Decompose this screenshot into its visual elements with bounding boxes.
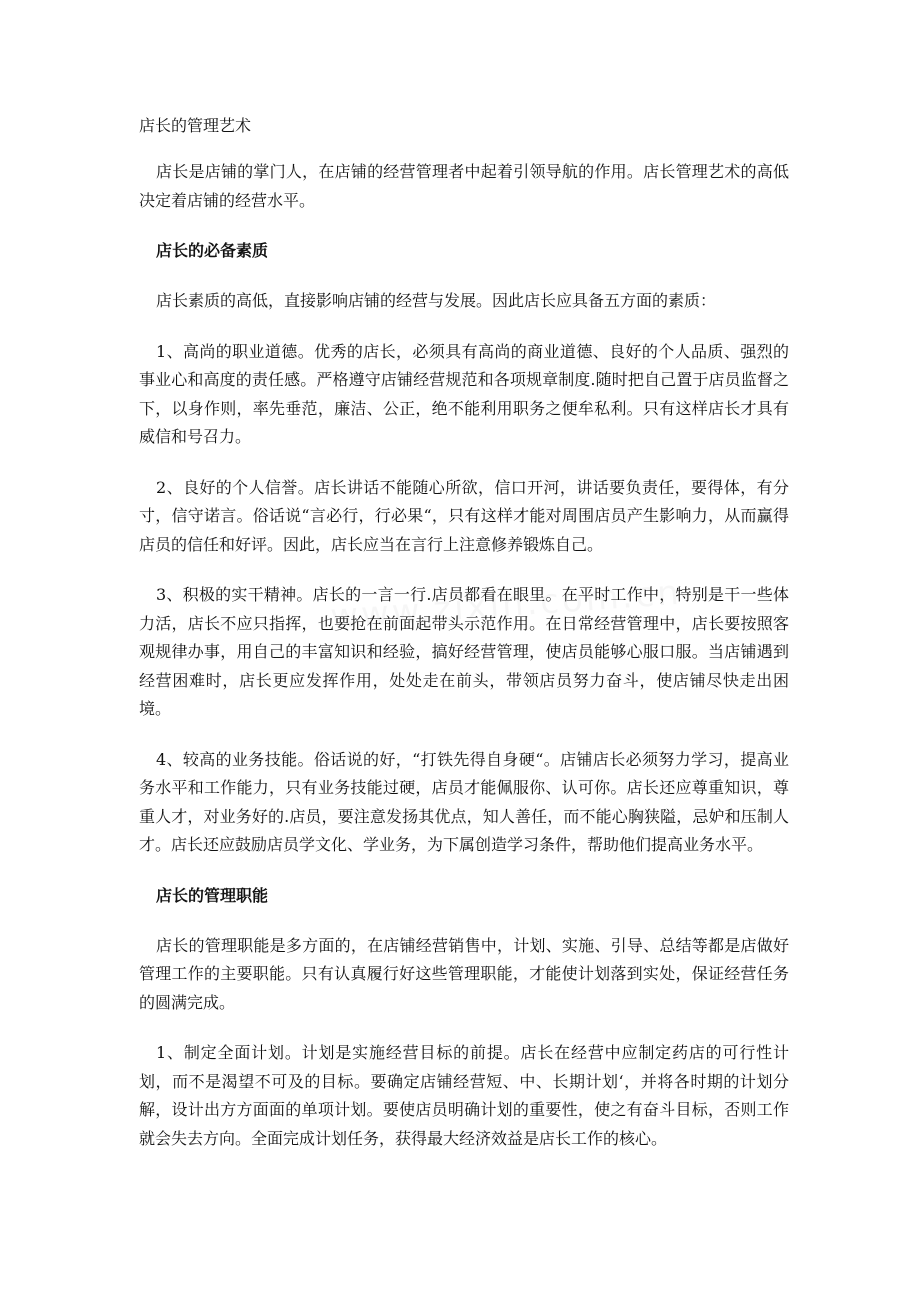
document-page (139, 112, 789, 1175)
paragraph: 2、良好的个人信誉。店长讲话不能随心所欲，信口开河，讲话要负责任，要得体，有分寸，信守诺言。俗话说“言必行，行必果“，只有这样才能对周围店员产生影响力，从而赢得店员的信任和好评。因此，店长应当在言行上注意修养锻炼自己。 (139, 477, 789, 554)
paragraph: 1、高尚的职业道德。优秀的店长，必须具有高尚的商业道德、良好的个人品质、强烈的事业心和高度的责任感。严格遵守店铺经营规范和各项规章制度.随时把自己置于店员监督之下，以身作则，率先垂范，廉洁、公正，绝不能利用职务之便牟私利。只有这样店长才具有威信和号召力。 (139, 341, 789, 446)
document-title: 店长的管理艺术 (139, 116, 252, 135)
intro-paragraph: 店长是店铺的掌门人，在店铺的经营管理者中起着引领导航的作用。店长管理艺术的高低决定着店铺的经营水平。 (139, 162, 789, 210)
paragraph: 店长素质的高低，直接影响店铺的经营与发展。因此店长应具备五方面的素质： (156, 291, 717, 310)
section-heading: 店长的必备素质 (156, 241, 269, 260)
paragraph: 店长的管理职能是多方面的，在店铺经营销售中，计划、实施、引导、总结等都是店做好管理工作的主要职能。只有认真履行好这些管理职能，才能使计划落到实处，保证经营任务的圆满完成。 (139, 935, 789, 1012)
paragraph: 1、制定全面计划。计划是实施经营目标的前提。店长在经营中应制定药店的可行性计划，而不是渴望不可及的目标。要确定店铺经营短、中、长期计划‘，并将各时期的计划分解，设计出方方面面的单项计划。要使店员明确计划的重要性，使之有奋斗目标，否则工作就会失去方向。全面完成计划任务，获得最大经济效益是店长工作的核心。 (139, 1043, 789, 1148)
section-heading: 店长的管理职能 (156, 885, 269, 905)
paragraph: 4、较高的业务技能。俗话说的好，“打铁先得自身硬“。店铺店长必须努力学习，提高业务水平和工作能力，只有业务技能过硬，店员才能佩服你、认可你。店长还应尊重知识，尊重人才，对业务好的.店员，要注意发扬其优点，知人善任，而不能心胸狭隘，忌妒和压制人才。店长还应鼓励店员学文化、学业务，为下属创造学习条件，帮助他们提高业务水平。 (139, 749, 789, 854)
paragraph: 3、积极的实干精神。店长的一言一行.店员都看在眼里。在平时工作中，特别是干一些体力活，店长不应只指挥，也要抢在前面起带头示范作用。在日常经营管理中，店长要按照客观规律办事，用自己的丰富知识和经验，搞好经营管理，使店员能够心服口服。当店铺遇到经营困难时，店长更应发挥作用，处处走在前头，带领店员努力奋斗，使店铺尽快走出困境。 (139, 585, 789, 718)
